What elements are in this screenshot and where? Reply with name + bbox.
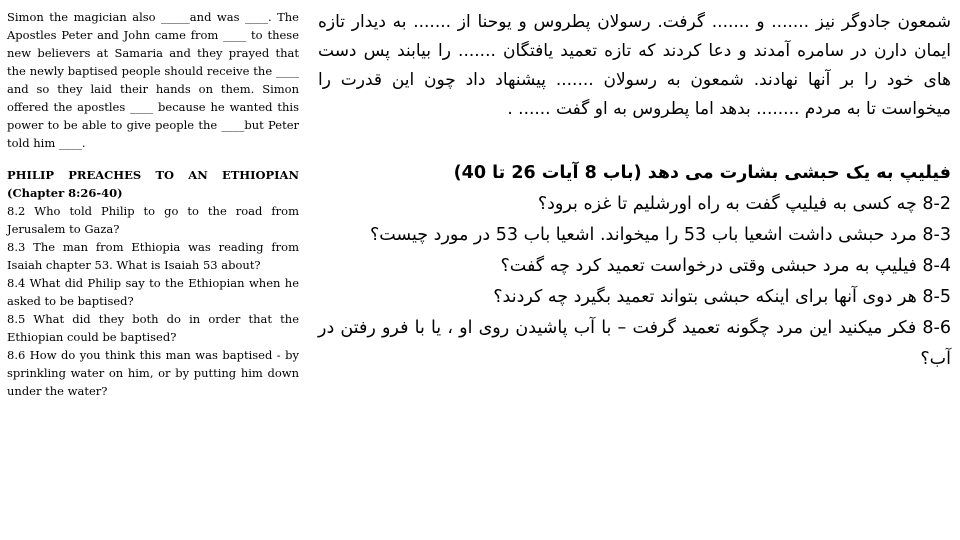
persian-question-8-5: 8-5 هر دوی آنها برای اینکه حبشی بتواند تعمید بگیرد چه کردند؟ bbox=[493, 287, 951, 307]
persian-section-heading: فیلیپ به یک حبشی بشارت می دهد (باب 8 آیات 26 تا 40) bbox=[453, 163, 951, 183]
persian-question-8-6: 8-6 فکر میکنید این مرد چگونه تعمید گرفت – با آب پاشیدن روی او ، یا با فرو رفتن در آب؟ bbox=[318, 318, 951, 369]
english-question-8-3: 8.3 The man from Ethiopia was reading from Isaiah chapter 53. What is Isaiah 53 about? bbox=[7, 240, 299, 272]
persian-intro-paragraph: شمعون جادوگر نیز ....... و ....... گرفت. رسولان پطروس و یوحنا از ....... به دیدار تازه ایمان دارن در سامره آمدند و دعا کردند که تازه تعمید یافتگان ....... را بیابند پس دست های خود را بر آنها نهادند. شمعون به رسولان ....... پیشنهاد داد چون این قدرت را میخواست تا به مردم ........ بدهد اما پطروس به او گفت ...... . bbox=[318, 12, 951, 119]
english-column bbox=[7, 8, 299, 400]
persian-question-8-2: 8-2 چه کسی به فیلیپ گفت به راه اورشلیم تا غزه برود؟ bbox=[537, 194, 951, 214]
english-intro-paragraph: Simon the magician also _____and was ____. The Apostles Peter and John came from ____ to these new believers at Samaria and they prayed that the newly baptised people should receive the ____ and so they laid their hands on them. Simon offered the apostles ____ because he wanted this power to be able to give people the ____but Peter told him ____. bbox=[7, 10, 299, 150]
persian-column bbox=[318, 8, 951, 375]
english-question-8-2: 8.2 Who told Philip to go to the road from Jerusalem to Gaza? bbox=[7, 204, 299, 236]
english-question-8-6: 8.6 How do you think this man was baptised - by sprinkling water on him, or by putting him down under the water? bbox=[7, 348, 299, 398]
english-question-8-5: 8.5 What did they both do in order that the Ethiopian could be baptised? bbox=[7, 312, 299, 344]
english-question-8-4: 8.4 What did Philip say to the Ethiopian when he asked to be baptised? bbox=[7, 276, 299, 308]
english-section-heading: PHILIP PREACHES TO AN ETHIOPIAN (Chapter 8:26-40) bbox=[7, 168, 299, 200]
persian-question-8-4: 8-4 فیلیپ به مرد حبشی وقتی درخواست تعمید کرد چه گفت؟ bbox=[500, 256, 951, 276]
persian-question-8-3: 8-3 مرد حبشی داشت اشعیا باب 53 را میخواند. اشعیا باب 53 در مورد چیست؟ bbox=[369, 225, 951, 245]
